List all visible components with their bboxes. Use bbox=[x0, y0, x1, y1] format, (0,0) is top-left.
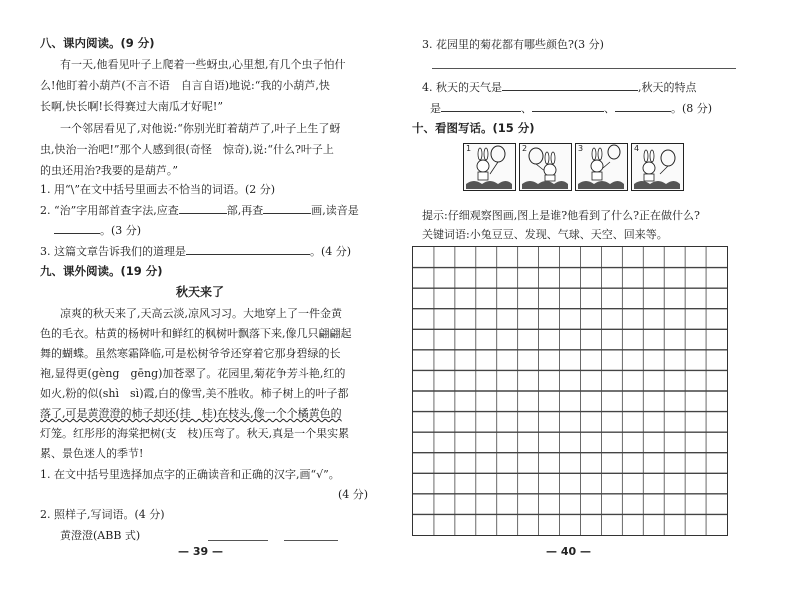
feature-blank[interactable] bbox=[532, 100, 604, 112]
story-line: 凉爽的秋天来了,天高云淡,凉风习习。大地穿上了一件金黄 bbox=[60, 307, 342, 320]
story-title: 秋天来了 bbox=[176, 285, 225, 299]
comic-panel-4 bbox=[631, 143, 684, 191]
comic-panel-3 bbox=[575, 143, 628, 191]
feature-blank[interactable] bbox=[615, 100, 671, 112]
panel-number: 2 bbox=[522, 144, 528, 153]
comic-panel-1 bbox=[463, 143, 516, 191]
passage-line: 的虫还用治?我要的是葫芦。” bbox=[40, 164, 179, 177]
answer-blank[interactable] bbox=[284, 540, 338, 541]
rabbit-balloon-illustration bbox=[520, 144, 570, 189]
question-4-text: 是 bbox=[430, 102, 441, 115]
passage-line: 长啊,快长啊!长得赛过大南瓜才好呢!” bbox=[40, 100, 223, 113]
question-3: 3. 花园里的菊花都有哪些颜色?(3 分) bbox=[422, 38, 604, 51]
example-word: 黄澄澄(ABB 式) bbox=[60, 529, 141, 542]
answer-line[interactable] bbox=[432, 68, 736, 69]
question-4-cont bbox=[430, 100, 712, 116]
story-line: 灯笼。红彤彤的海棠把树(支 枝)压弯了。秋天,真是一个果实累 bbox=[40, 427, 350, 440]
question-3 bbox=[40, 243, 351, 259]
lesson-blank[interactable] bbox=[186, 243, 310, 255]
question-4-text: 、 bbox=[604, 102, 615, 115]
tip-text: 提示:仔细观察图画,图上是谁?他看到了什么?正在做什么? bbox=[422, 209, 700, 222]
section-10-heading: 十、看图写话。(15 分) bbox=[412, 121, 535, 135]
keywords-text: 关键词语:小兔豆豆、发现、气球、天空、回来等。 bbox=[422, 228, 668, 241]
panel-number: 3 bbox=[578, 144, 584, 153]
question-2-text: 部,再查 bbox=[226, 204, 264, 217]
passage-line: 么!他盯着小葫芦(不言不语 自言自语)地说:“我的小葫芦,快 bbox=[40, 79, 330, 92]
writing-grid[interactable] bbox=[412, 246, 728, 536]
story-line: 袍,显得更(gèng gēng)加苍翠了。花园里,菊花争芳斗艳,红的 bbox=[40, 367, 346, 380]
question-4-text: 4. 秋天的天气是 bbox=[422, 81, 502, 94]
pinyin-blank[interactable] bbox=[54, 222, 100, 234]
question-4-text: 、 bbox=[521, 102, 532, 115]
feature-blank[interactable] bbox=[441, 100, 521, 112]
story-line: 如火,粉的似(shì sì)霞,白的像雪,美不胜收。柿子树上的叶子都 bbox=[40, 387, 349, 400]
rabbit-balloon-illustration bbox=[632, 144, 682, 189]
passage-line: 虫,快治一治吧!”那个人感到很(奇怪 惊奇),说:“什么?叶子上 bbox=[40, 143, 334, 156]
question-2-text: 2. “治”字用部首查字法,应查 bbox=[40, 204, 179, 217]
question-1: 1. 用“\”在文中括号里画去不恰当的词语。(2 分) bbox=[40, 183, 276, 196]
weather-blank[interactable] bbox=[502, 79, 638, 91]
panel-number: 1 bbox=[466, 144, 472, 153]
question-4 bbox=[422, 79, 697, 95]
question-2-text: 画,读音是 bbox=[311, 204, 359, 217]
passage-line: 一个邻居看见了,对他说:“你别光盯着葫芦了,叶子上生了蚜 bbox=[60, 122, 341, 135]
stroke-blank[interactable] bbox=[263, 202, 311, 214]
question-3-text: 。(4 分) bbox=[310, 245, 352, 258]
section-9-heading: 九、课外阅读。(19 分) bbox=[40, 264, 163, 278]
question-2-text: 。(3 分) bbox=[100, 224, 142, 237]
question-9-2: 2. 照样子,写词语。(4 分) bbox=[40, 508, 165, 521]
page-number: — 39 — bbox=[178, 545, 223, 558]
question-4-text: 。(8 分) bbox=[671, 102, 713, 115]
question-3-text: 3. 这篇文章告诉我们的道理是 bbox=[40, 245, 186, 258]
passage-line: 有一天,他看见叶子上爬着一些蚜虫,心里想,有几个虫子怕什 bbox=[60, 58, 346, 71]
answer-blank[interactable] bbox=[208, 540, 268, 541]
radical-blank[interactable] bbox=[179, 202, 227, 214]
story-line: 色的毛衣。枯黄的杨树叶和鲜红的枫树叶飘落下来,像几只翩翩起 bbox=[40, 327, 352, 340]
rabbit-balloon-illustration bbox=[576, 144, 626, 189]
rabbit-balloon-illustration bbox=[464, 144, 514, 189]
panel-number: 4 bbox=[634, 144, 640, 153]
story-line: 累、景色迷人的季节! bbox=[40, 447, 144, 460]
question-9-1-score: (4 分) bbox=[338, 488, 369, 501]
story-line: 落了,可是黄澄澄的柿子却还(挂 桂)在枝头,像一个个橘黄色的 bbox=[40, 407, 342, 420]
question-9-1: 1. 在文中括号里选择加点字的正确读音和正确的汉字,画“√”。 bbox=[40, 468, 340, 481]
comic-panel-2 bbox=[519, 143, 572, 191]
question-2 bbox=[40, 202, 359, 218]
question-4-text: ,秋天的特点 bbox=[638, 81, 697, 94]
question-2-cont bbox=[54, 222, 141, 238]
story-line: 舞的蝴蝶。虽然寒霜降临,可是松树爷爷还穿着它那身碧绿的长 bbox=[40, 347, 341, 360]
section-8-heading: 八、课内阅读。(9 分) bbox=[40, 36, 155, 50]
page-number: — 40 — bbox=[546, 545, 591, 558]
